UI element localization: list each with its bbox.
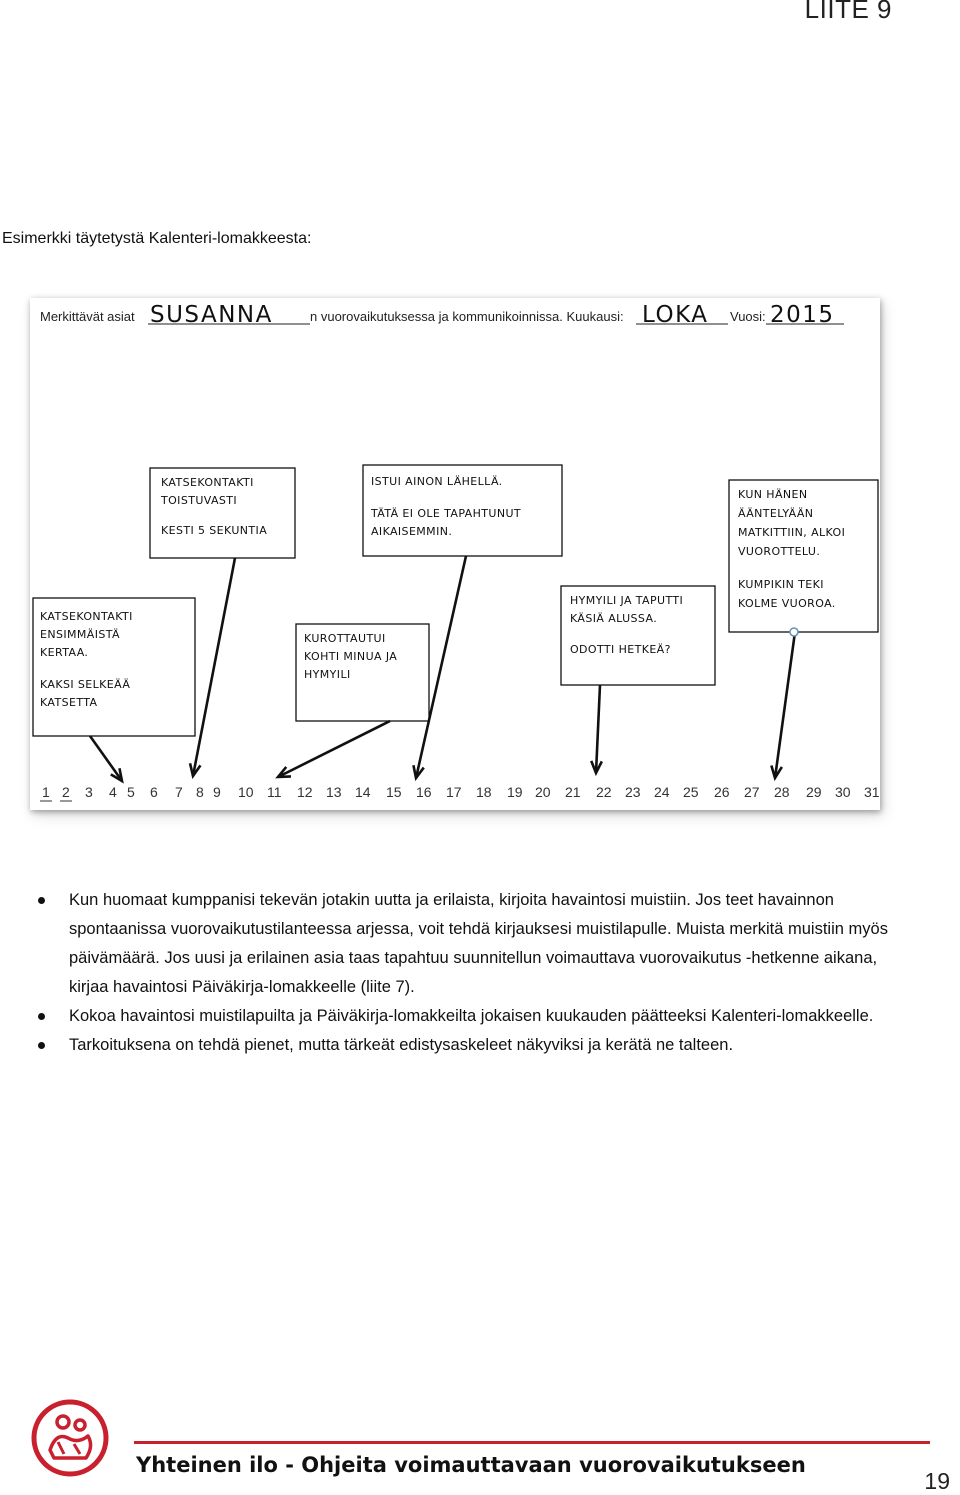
bullet-icon <box>38 1013 45 1020</box>
note-3 <box>296 624 429 721</box>
day-number: 17 <box>446 784 462 800</box>
list-item: Tarkoituksena on tehdä pienet, mutta tärkeät edistysaskeleet näkyviksi ja kerätä ne talteen. <box>38 1031 908 1060</box>
arrow-line <box>596 685 600 773</box>
day-number: 9 <box>213 784 221 800</box>
note-1-text: KATSEKONTAKTI ENSIMMÄISTÄ KERTAA. KAKSI SELKEÄÄ KATSETTA <box>40 610 133 709</box>
form-month: LOKA <box>642 302 709 328</box>
day-number: 26 <box>714 784 730 800</box>
appendix-label: LIITE 9 <box>804 0 892 24</box>
bullet-icon <box>38 897 45 904</box>
day-number: 5 <box>127 784 135 800</box>
footer-rule <box>134 1441 930 1444</box>
day-number: 1 <box>42 784 50 800</box>
day-number: 10 <box>238 784 254 800</box>
note-6-text: KUN HÄNEN ÄÄNTELYÄÄN MATKITTIIN, ALKOI VUOROTTELU. KUMPIKIN TEKI KOLME VUOROA. <box>738 488 846 610</box>
day-number: 29 <box>806 784 822 800</box>
footer-title: Yhteinen ilo - Ohjeita voimauttavaan vuorovaikutukseen <box>136 1453 806 1477</box>
form-middle: n vuorovaikutuksessa ja kommunikoinnissa. Kuukausi: <box>310 309 624 324</box>
arrow-line <box>278 721 390 777</box>
day-number: 4 <box>109 784 117 800</box>
day-number: 18 <box>476 784 492 800</box>
bullet-icon <box>38 1042 45 1049</box>
day-number: 14 <box>355 784 371 800</box>
day-number: 2 <box>62 784 70 800</box>
instruction-list <box>38 886 908 1060</box>
note-1 <box>33 598 195 736</box>
day-number: 22 <box>596 784 612 800</box>
day-number: 31 <box>864 784 880 800</box>
day-number: 8 <box>196 784 204 800</box>
note-4 <box>363 465 562 556</box>
arrow-handle <box>790 628 798 636</box>
note-4-text: ISTUI AINON LÄHELLÄ. TÄTÄ EI OLE TAPAHTUNUT AIKAISEMMIN. <box>371 475 522 538</box>
day-number: 16 <box>416 784 432 800</box>
form-year: 2015 <box>770 302 835 328</box>
day-number: 3 <box>85 784 93 800</box>
day-number: 21 <box>565 784 581 800</box>
day-number: 28 <box>774 784 790 800</box>
day-number: 24 <box>654 784 670 800</box>
page-number: 19 <box>924 1468 950 1494</box>
note-6 <box>729 480 878 632</box>
day-number: 19 <box>507 784 523 800</box>
day-number: 20 <box>535 784 551 800</box>
note-5 <box>561 586 715 685</box>
calendar-form-figure <box>30 298 880 810</box>
day-number: 25 <box>683 784 699 800</box>
arrow-line <box>775 632 795 778</box>
calendar-form <box>30 298 880 810</box>
note-2-text: KATSEKONTAKTI TOISTUVASTI KESTI 5 SEKUNTIA <box>161 476 268 537</box>
day-number: 12 <box>297 784 313 800</box>
day-row <box>40 784 880 801</box>
note-2 <box>150 468 295 558</box>
day-number: 7 <box>175 784 183 800</box>
arrow-line <box>90 736 122 781</box>
day-number: 27 <box>744 784 760 800</box>
intro-text: Esimerkki täytetystä Kalenteri-lomakkeesta: <box>2 230 312 247</box>
note-5-text: HYMYILI JA TAPUTTI KÄSIÄ ALUSSA. ODOTTI HETKEÄ? <box>570 594 684 656</box>
logo-icon <box>28 1398 112 1485</box>
day-number: 30 <box>835 784 851 800</box>
form-prefix: Merkittävät asiat <box>40 309 135 324</box>
day-number: 6 <box>150 784 158 800</box>
arrow-line <box>193 558 235 776</box>
list-item: Kun huomaat kumppanisi tekevän jotakin uutta ja erilaista, kirjoita havaintosi muistiin. Jos teet havainnon spontaanissa vuorovaikutustilanteessa arjessa, voit tehdä kirjauksesi muistilapulle. Muista merkitä muistiin myös päivämäärä. Jos uusi ja erilainen asia taas tapahtuu suunnitellun voimauttava vuorovaikutus -hetkenne aikana, kirjaa havaintosi Päiväkirja-lomakkeelle (liite 7). <box>38 886 908 1002</box>
day-number: 11 <box>267 784 282 800</box>
form-name: SUSANNA <box>150 302 273 328</box>
day-number: 15 <box>386 784 402 800</box>
form-year-label: Vuosi: <box>730 309 766 324</box>
note-3-text: KUROTTAUTUI KOHTI MINUA JA HYMYILI <box>304 632 398 681</box>
list-item: Kokoa havaintosi muistilapuilta ja Päiväkirja-lomakkeilta jokaisen kuukauden päätteeksi Kalenteri-lomakkeelle. <box>38 1002 908 1031</box>
day-number: 13 <box>326 784 342 800</box>
day-number: 23 <box>625 784 641 800</box>
